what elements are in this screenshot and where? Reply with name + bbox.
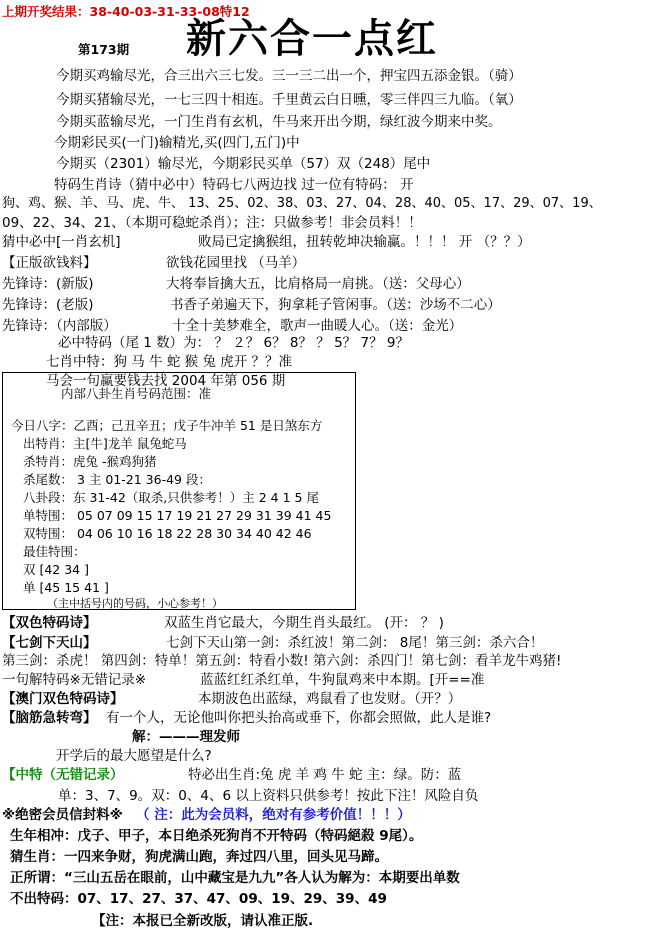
- box-row: 单特围： 05 07 09 15 17 19 21 27 29 31 39 41 45: [23, 508, 332, 523]
- text-line: 败局已定擒猴组，扭转乾坤决输赢。！！！ 开 （？？）: [198, 234, 531, 250]
- text-line: 【正版欲钱料】: [2, 255, 97, 271]
- box-row: 八卦段：东 31-42（取杀,只供参考！）主 2 4 1 5 尾: [23, 490, 319, 505]
- text-line: 今期买（2301）输尽光，今期彩民买单（57）双（248）尾中: [56, 156, 431, 172]
- text-line: 今期买蓝输尽光，一门生肖有玄机，牛马来开出今期，绿红波今期来中奖。: [56, 114, 502, 130]
- text-line: 本期波色出蓝绿，鸡鼠看了也发财。（开？）: [198, 691, 462, 707]
- box-row: 今日八字：乙酉；己丑辛丑；戊子牛冲羊 51 是日煞东方: [11, 418, 323, 433]
- text-line: 生年相冲：戊子、甲子，本日绝杀死狗肖不开特码（特码絕殺 9尾）。: [10, 828, 423, 844]
- text-line: 单：3、7、9。双：0、4、6 以上资料只供参考！按此下注！风险自负: [58, 788, 479, 804]
- text-line: 七肖中特：狗 马 牛 蛇 猴 兔 虎开 ？？准: [46, 354, 293, 370]
- text-line: 双蓝生肖它最大，今期生肖头最红。 (开： ？ ): [164, 615, 444, 631]
- page-title: 新六合一点红: [186, 15, 438, 62]
- section-label: 一句解特码※无错记录※: [2, 672, 147, 688]
- text-line: 不出特码：07、17、27、37、47、09、19、29、39、49: [10, 891, 387, 907]
- text-line: 欲钱花园里找 （马羊）: [166, 255, 306, 271]
- text-line: 【注：本报已全新改版，请认准正版.: [92, 913, 314, 929]
- box-row: 双特围： 04 06 10 16 18 22 28 30 34 40 42 46: [23, 526, 312, 541]
- text-line: 蓝蓝红红杀红单，牛狗鼠鸡来中本期。[开==准: [200, 672, 485, 688]
- box-note: （主中括号内的号码，小心参考！）: [47, 597, 223, 610]
- box-row: 杀特肖：虎兔 -猴鸡狗猪: [23, 454, 157, 469]
- box-row: 出特肖：主[牛]龙羊 鼠兔蛇马: [23, 436, 187, 451]
- text-line: 有一个人，无论他叫你把头抬高或垂下，你都会照做，此人是谁?: [106, 710, 492, 726]
- box-row: 单 [45 15 41 ]: [23, 580, 109, 595]
- bagua-box: [2, 372, 356, 610]
- text-line: 先锋诗：(老版): [2, 297, 94, 313]
- text-line: 正所谓：“三山五岳在眼前，山中藏宝是九九”各人认为解为：本期要出单数: [10, 870, 460, 886]
- text-line: 马会一句赢要钱去找 2004 年第 056 期: [46, 373, 286, 389]
- section-label: 【脑筋急转弯】: [2, 710, 97, 726]
- text-line: 特必出生肖:兔 虎 羊 鸡 牛 蛇 主：绿。防：蓝: [188, 767, 462, 783]
- text-line: 解：———理发师: [132, 729, 240, 745]
- section-label: 【澳门双色特码诗】: [2, 691, 124, 707]
- section-label: ※绝密会员信封料※: [2, 807, 123, 823]
- text-line: 猜生肖：一四来争财，狗虎满山跑，奔过四八里，回头见马蹄。: [10, 849, 388, 865]
- text-line: 第三剑：杀虎！ 第四剑：特单！第五剑：特看小数! 第六剑：杀四门！第七剑：看羊龙牛鸡猪!: [2, 653, 562, 669]
- text-line: 今期买猪输尽光，一七三四十相连。千里黄云白日曛，零三伴四三九临。（氧）: [56, 92, 522, 108]
- text-line: 今期买鸡输尽光，合三出六三七发。三一三二出一个，押宝四五添金银。（骑）: [56, 68, 522, 84]
- last-result: 上期开奖结果：38-40-03-31-33-08特12: [2, 4, 250, 19]
- box-row: 双 [42 34 ]: [23, 562, 89, 577]
- text-line: 09、22、34、21、（本期可稳蛇杀肖）；注：只做参考！非会员料！！: [2, 215, 422, 231]
- text-line: 猜中必中[一肖玄机]: [2, 234, 121, 250]
- section-label: 【双色特码诗】: [2, 615, 97, 631]
- text-line: 先锋诗：(新版): [2, 276, 94, 292]
- text-line: 书香子弟遍天下，狗拿耗子管闲事。（送：沙场不二心）: [170, 297, 501, 313]
- text-line: 大将奉旨擒大五，比肩格局一肩挑。（送：父母心）: [166, 276, 470, 292]
- text-line: 必中特码（尾 1 数）为： ？ ２？ 6？ 8？ ？ 5？ 7？ 9？: [58, 335, 409, 351]
- issue-number: 第173期: [78, 42, 130, 57]
- box-title: 内部八卦生肖号码范围：准: [61, 386, 212, 401]
- text-line: 七剑下天山第一剑：杀红波！第二剑： 8尾！第三剑：杀六合！: [166, 635, 544, 651]
- text-line: （ 注：此为会员料，绝对有参考价值！！！）: [136, 807, 411, 823]
- box-row: 杀尾数： 3 主 01-21 36-49 段：: [23, 472, 211, 487]
- text-line: 先锋诗：（内部版）: [2, 318, 117, 334]
- text-line: 开学后的最大愿望是什么?: [56, 748, 212, 764]
- text-line: 十全十美梦难全，歌声一曲暖人心。（送：金光）: [172, 318, 463, 334]
- text-line: 狗、鸡、猴、羊、马、虎、牛、 13、25、02、38、03、27、04、28、40、05、17、29、07、19、: [2, 196, 602, 211]
- text-line: 今期彩民买(一门)输精光,买(四门,五门)中: [54, 135, 300, 151]
- text-line: 特码生肖诗（猜中必中）特码七八两边找 过一位有特码： 开: [54, 177, 414, 193]
- section-label: 【中特（无错记录）: [2, 767, 124, 783]
- box-row: 最佳特围：: [23, 544, 86, 559]
- section-label: 【七剑下天山】: [2, 635, 97, 651]
